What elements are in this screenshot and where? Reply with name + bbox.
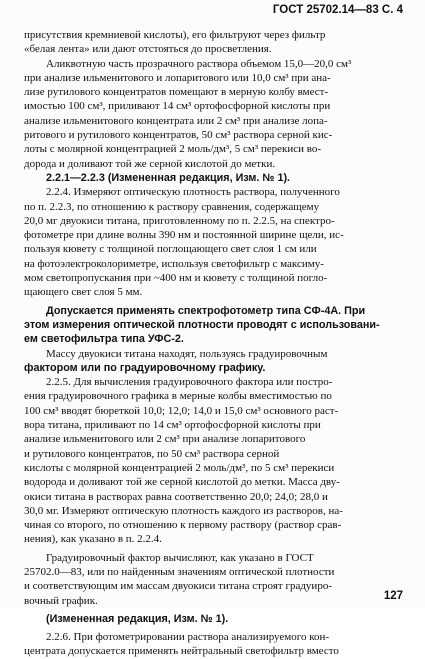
text-line: пользуя кювету с толщиной поглощающего свет слоя 1 см или bbox=[24, 243, 317, 256]
text-line: 20,0 мг двуокиси титана, приготовленному по п. 2.2.5, на спектро- bbox=[24, 214, 335, 227]
text-line: лизе рутилового концентратов помещают в мерную колбу вмест- bbox=[24, 86, 329, 99]
text-line: 100 см³ вводят бюреткой 10,0; 12,0; 14,0 и 15,0 см³ основного раст- bbox=[24, 404, 339, 417]
text-line: Допускается применять спектрофотометр типа СФ-4А. При bbox=[46, 304, 366, 317]
text-line: Градуировочный фактор вычисляют, как указано в ГОСТ bbox=[46, 551, 314, 564]
text-line: «белая лента» или дают отстояться до просветления. bbox=[24, 43, 272, 56]
text-line: лоты с молярной концентрацией 2 моль/дм³, 5 см³ перекиси во- bbox=[24, 143, 322, 156]
text-line: имостью 100 см³, приливают 14 см³ ортофосфорной кислоты при bbox=[24, 100, 331, 113]
text-line: фактором или по градуировочному графику. bbox=[24, 361, 266, 374]
text-line: мом светопропускания при ~400 нм и кювету с толщиной погло- bbox=[24, 272, 328, 285]
text-line: по п. 2.2.3, по отношению к раствору сравнения, содержащему bbox=[24, 200, 320, 213]
text-line: Массу двуокиси титана находят, пользуясь градуировочным bbox=[46, 347, 328, 360]
text-line: нения), как указано в п. 2.2.4. bbox=[24, 533, 162, 546]
text-line: при анализе ильменитового и лопаритового или 10,0 см³ при ана- bbox=[24, 71, 331, 84]
text-line: ения градуировочного графика в мерные колбы вместимостью по bbox=[24, 390, 332, 403]
text-line: 2.2.6. При фотометрировании раствора анализируемого кон- bbox=[46, 631, 330, 644]
text-line: щающего свет слоя 5 мм. bbox=[24, 286, 143, 299]
text-line: этом измерения оптической плотности проводят с использовани- bbox=[24, 318, 380, 331]
text-line: 30,0 мг. Измеряют оптическую плотность каждого из растворов, на- bbox=[24, 504, 343, 517]
amendment-note: (Измененная редакция, Изм. № 1). bbox=[46, 612, 229, 625]
text-line: и соответствующим им массам двуокиси титана строят градуиро- bbox=[24, 580, 332, 593]
text-line: 2.2.5. Для вычисления градуировочного фактора или постро- bbox=[46, 376, 333, 389]
text-line: анализе ильменитового концентрата или 2 см³ при анализе лопа- bbox=[24, 114, 328, 127]
text-line: вочный график. bbox=[24, 594, 98, 607]
amendment-note: 2.2.1—2.2.3 (Измененная редакция, Изм. № 1). bbox=[46, 171, 291, 184]
text-line: Аликвотную часть прозрачного раствора объемом 15,0—20,0 см³ bbox=[46, 57, 352, 70]
page-header: ГОСТ 25702.14—83 С. 4 bbox=[272, 4, 403, 16]
text-line: водорода и доливают той же серной кислотой до метки. Масса дву- bbox=[24, 476, 340, 489]
text-line: дорода и доливают той же серной кислотой до метки. bbox=[24, 157, 276, 170]
text-line: и рутилового концентратов, по 50 см³ раствора серной bbox=[24, 447, 280, 460]
text-line: анализе ильменитового или 2 см³ при анализе лопаритового bbox=[24, 433, 306, 446]
text-line: на фотоэлектроколориметре, используя светофильтр с максиму- bbox=[24, 257, 324, 270]
text-line: 2.2.4. Измеряют оптическую плотность раствора, полученного bbox=[46, 186, 340, 199]
text-line: фотометре при длине волны 390 нм и постоянной ширине щели, ис- bbox=[24, 229, 344, 242]
text-line: ем светофильтра типа УФС-2. bbox=[24, 333, 184, 346]
text-line: центрата допускается применять нейтральный светофильтр вместо bbox=[24, 645, 339, 658]
text-line: чиная со второго, по отношению к первому раствору (раствор срав- bbox=[24, 519, 342, 532]
text-line: кислоты с молярной концентрацией 2 моль/дм³, по 5 см³ перекиси bbox=[24, 461, 335, 474]
text-line: 25702.0—83, или по найденным значениям оптической плотности bbox=[24, 565, 335, 578]
text-line: вора титана, приливают по 14 см³ ортофосфорной кислоты при bbox=[24, 419, 321, 432]
document-body bbox=[24, 28, 402, 659]
page-number: 127 bbox=[383, 590, 403, 602]
text-line: присутствия кремниевой кислоты), его фильтруют через фильтр bbox=[24, 29, 326, 41]
text-line: окиси титана в растворах равна соответственно 20,0; 24,0; 28,0 и bbox=[24, 490, 328, 503]
text-line: ритового и рутилового концентратов, 50 см³ раствора серной кис- bbox=[24, 129, 333, 142]
